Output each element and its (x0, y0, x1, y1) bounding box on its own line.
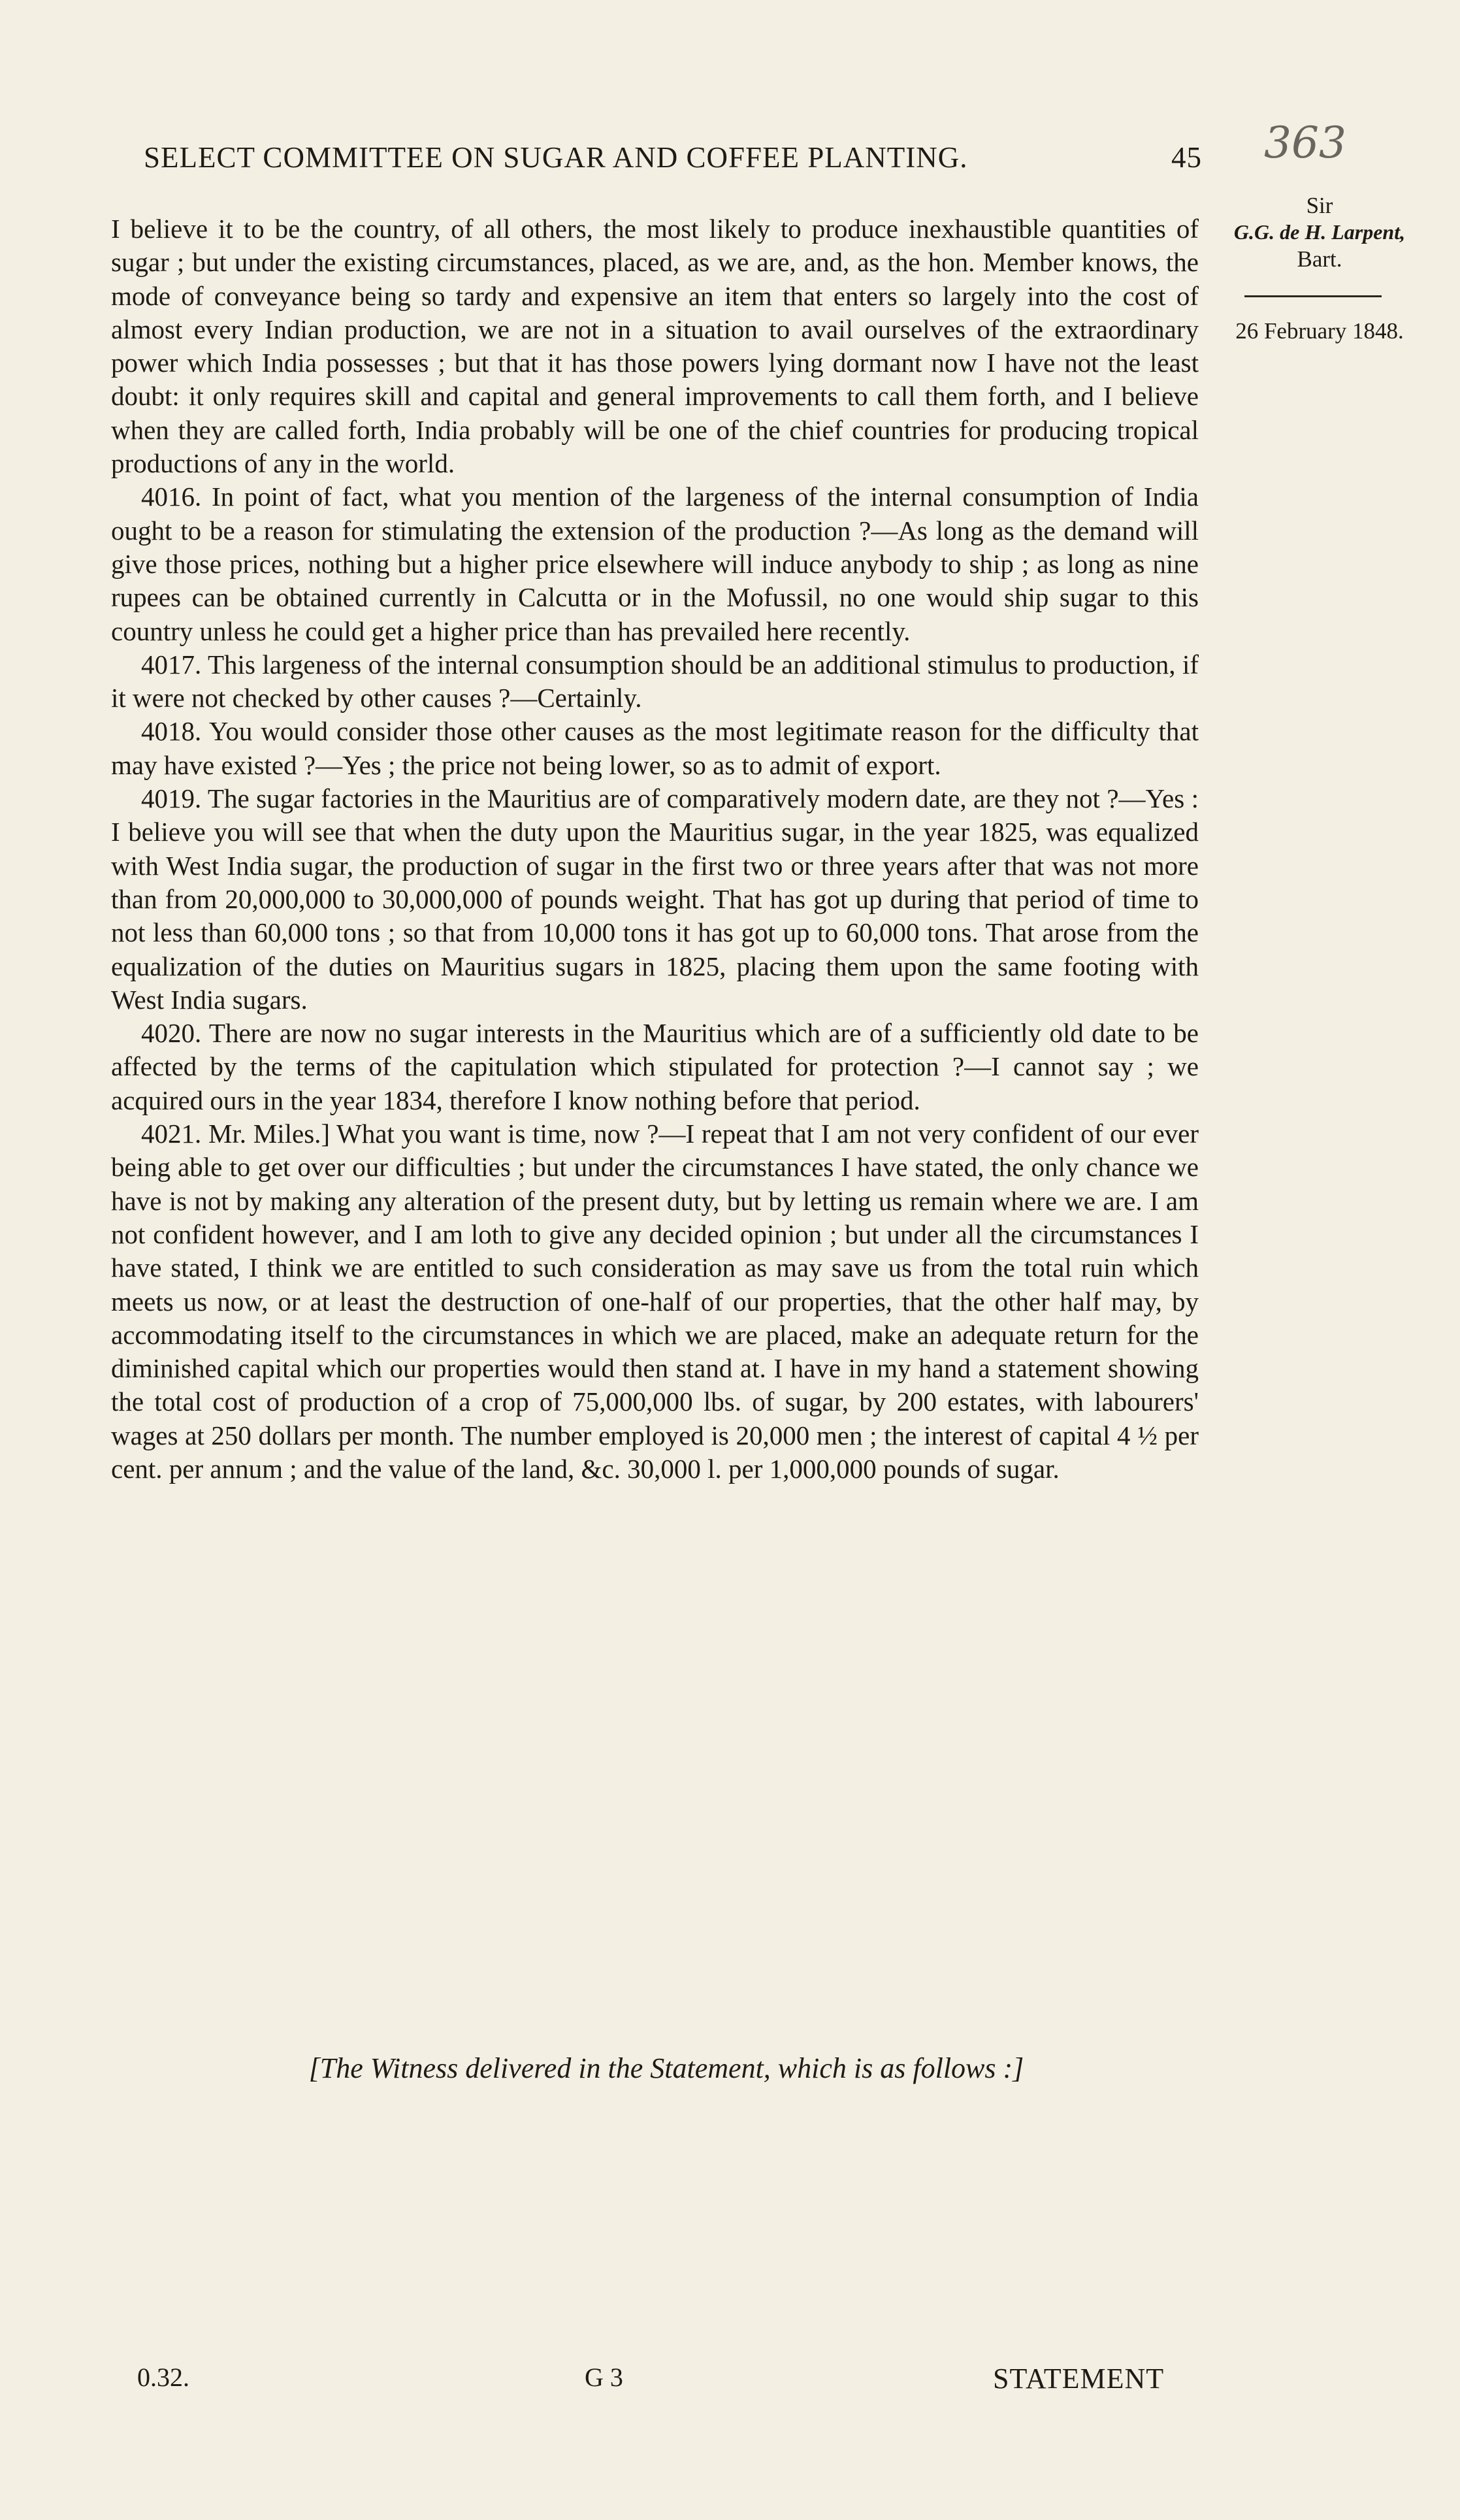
footer-signature-mark: G 3 (585, 2363, 623, 2392)
paragraph-4020: 4020. There are now no sugar interests in the Mauritius which are of a sufficiently old date to be affected by the terms of the capitulation which stipulated for protection ?—I cannot say ; we acquired ours in the year 1834, therefore I know nothing before that period. (111, 1018, 1199, 1115)
paragraph-continuation: I believe it to be the country, of all others, the most likely to produce inexhaustible quantities of sugar ; but under the existing circumstances, placed, as we are, and, as the hon. Member knows, the mode of conveyance being so tardy and expensive an item that enters so largely into the cost of almost every Indian production, we are not in a situation to avail ourselves of the extraordinary power which India possesses ; but that it has those powers lying dormant now I have not the least doubt: it only requires skill and capital and general improvements to call them forth, and I believe when they are called forth, India probably will be one of the chief countries for producing tropical productions of any in the world. (111, 214, 1199, 479)
paragraph-4021: 4021. Mr. Miles.] What you want is time, now ?—I repeat that I am not very confident of our ever being able to get over our difficulties ; but under the circumstances I have stated, the only chance we have is not by making any alteration of the present duty, but by letting us remain where we are. I am not confident however, and I am loth to give any decided opinion ; but under all the circumstances I have stated, I think we are entitled to such consideration as may save us from the total ruin which meets us now, or at least the destruction of one-half of our properties, that the other half may, by accommodating itself to the circumstances in which we are placed, make an adequate return for the diminished capital which our properties would then stand at. I have in my hand a statement showing the total cost of production of a crop of 75,000,000 lbs. of sugar, by 200 estates, with labourers' wages at 250 dollars per month. The number employed is 20,000 men ; the interest of capital 4 ½ per cent. per annum ; and the value of the land, &c. 30,000 l. per 1,000,000 pounds of sugar. (111, 1119, 1199, 1484)
footer-catchword: STATEMENT (993, 2363, 1165, 2395)
sidenote-witness-name: G.G. de H. Larpent, (1233, 220, 1406, 244)
testimony-body (111, 212, 1199, 1486)
paragraph-4018: 4018. You would consider those other causes as the most legitimate reason for the difficulty that may have existed ?—Yes ; the price not being lower, so as to admit of export. (111, 716, 1199, 780)
sidenote-suffix: Bart. (1297, 246, 1342, 272)
sidenote-date: 26 February 1848. (1235, 318, 1404, 344)
paragraph-4016: 4016. In point of fact, what you mention of the largeness of the internal consumption of India ought to be a reason for stimulating the extension of the production ?—As long as the demand will give those prices, nothing but a higher price elsewhere will induce anybody to ship ; as long as nine rupees can be obtained currently in Calcutta or in the Mofussil, no one would ship sugar to this country unless he could get a higher price than has prevailed here recently. (111, 482, 1199, 646)
paragraph-4019: 4019. The sugar factories in the Mauritius are of comparatively modern date, are they not ?—Yes : I believe you will see that when the duty upon the Mauritius sugar, in the year 1825, was equalized with West India sugar, the production of sugar in the first two or three years after that was not more than from 20,000,000 to 30,000,000 of pounds weight. That has got up during that period of time to not less than 60,000 tons ; so that from 10,000 tons it has got up to 60,000 tons. That arose from the equalization of the duties on Mauritius sugars in 1825, placing them upon the same footing with West India sugars. (111, 783, 1199, 1015)
paragraph-4017: 4017. This largeness of the internal consumption should be an additional stimulus to production, if it were not checked by other causes ?—Certainly. (111, 649, 1199, 713)
sidenote-title: Sir (1306, 193, 1333, 218)
running-title: SELECT COMMITTEE ON SUGAR AND COFFEE PLANTING. (144, 141, 968, 174)
footer-sheet-number: 0.32. (137, 2363, 189, 2392)
witness-note: [The Witness delivered in the Statement, which is as follows :] (308, 2052, 1024, 2084)
handwritten-folio-number: 363 (1264, 118, 1346, 168)
sidenote-divider (1244, 295, 1382, 297)
page-number: 45 (1171, 141, 1202, 174)
